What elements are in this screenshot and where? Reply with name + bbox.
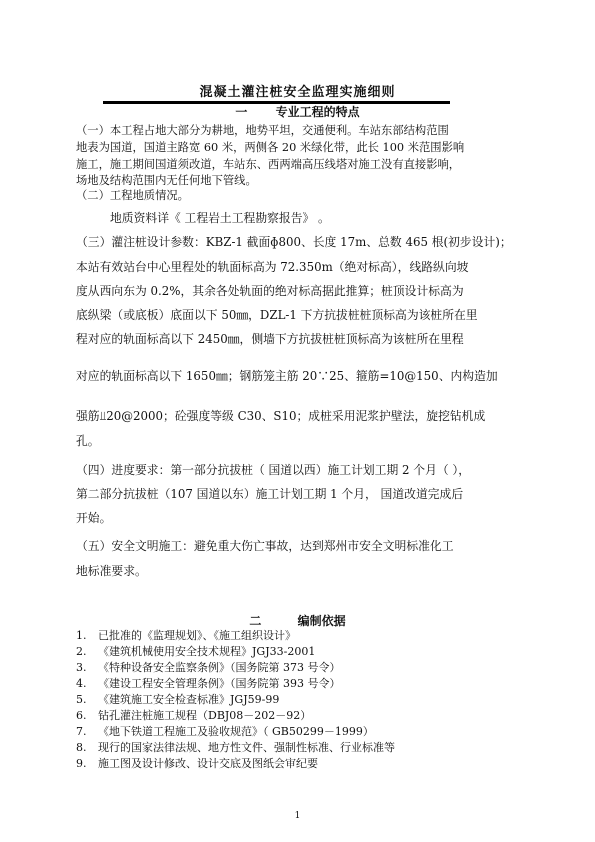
paragraph-line: 地表为国道，国道主路宽 60 米，两侧各 20 米绿化带，此长 100 米范围影响	[76, 141, 465, 154]
reference-text: 施工图及设计修改、设计交底及图纸会审纪要	[98, 757, 318, 770]
reference-text: 《建筑施工安全检查标准》JGJ59-99	[98, 693, 280, 706]
document-title: 混凝土灌注桩安全监理实施细则	[199, 85, 396, 100]
section-heading-basis: 二 编制依据	[249, 614, 346, 628]
paragraph-line: 施工，施工期间国道须改道，车站东、西两端高压线塔对施工没有直接影响，	[76, 158, 461, 171]
paragraph-line: 第二部分抗拔桩（107 国道以东）施工计划工期 1 个月， 国道改道完成后	[76, 487, 464, 501]
reference-item	[76, 692, 279, 707]
paragraph-line: 地标准要求。	[76, 564, 147, 578]
paragraph-line: （一）本工程占地大部分为耕地，地势平坦，交通便利。车站东部结构范围	[76, 124, 449, 137]
reference-number: 6.	[76, 709, 87, 722]
reference-number: 9.	[76, 757, 87, 770]
paragraph-line: 场地及结构范围内无任何地下管线。	[76, 174, 257, 187]
paragraph-line: 开始。	[76, 511, 112, 525]
reference-text: 现行的国家法律法规、地方性文件、强制性标准、行业标准等	[98, 741, 395, 754]
reference-number: 4.	[76, 677, 87, 690]
reference-item	[76, 660, 341, 675]
reference-item	[76, 644, 315, 659]
paragraph-line: 程对应的轨面标高以下 2450㎜，侧墙下方抗拔桩桩顶标高为该桩所在里程	[76, 332, 464, 346]
section-heading-features: 一 专业工程的特点	[235, 105, 360, 119]
paragraph-line: 对应的轨面标高以下 1650㎜；钢筋笼主筋 20∵25、箍筋=10@150、内构造加	[76, 369, 498, 383]
paragraph-line: （三）灌注桩设计参数：KBZ-1 截面ɸ800、长度 17m、总数 465 根(初步设计)；	[76, 235, 512, 249]
reference-number: 1.	[76, 629, 87, 642]
reference-item	[76, 740, 395, 755]
reference-number: 8.	[76, 741, 87, 754]
reference-item	[76, 708, 311, 723]
paragraph-line: （五）安全文明施工：避免重大伤亡事故，达到郑州市安全文明标准化工	[76, 539, 454, 553]
reference-text: 已批准的《监理规划》、《施工组织设计》	[98, 629, 296, 642]
reference-text: 《建设工程安全管理条例》（国务院第 393 号令）	[98, 677, 341, 690]
paragraph-line: 强筋⫫20@2000；砼强度等级 C30、S10；成桩采用泥浆护壁法，旋挖钻机成	[76, 409, 486, 423]
reference-number: 3.	[76, 661, 87, 674]
paragraph-line: 地质资料详《 工程岩土工程勘察报告》 。	[110, 211, 330, 225]
reference-item	[76, 676, 341, 691]
paragraph-line: 底纵梁（或底板）底面以下 50㎜，DZL-1 下方抗拔桩桩顶标高为该桩所在里	[76, 308, 478, 322]
reference-text: 《建筑机械使用安全技术规程》JGJ33-2001	[98, 645, 316, 658]
paragraph-line: （四）进度要求：第一部分抗拔桩（ 国道以西）施工计划工期 2 个月（ ），	[76, 463, 471, 477]
paragraph-line: 孔。	[76, 434, 100, 448]
paragraph-line: 本站有效站台中心里程处的轨面标高为 72.350m（绝对标高），线路纵向坡	[76, 260, 469, 274]
reference-item	[76, 628, 296, 643]
reference-text: 钻孔灌注桩施工规程（DBJ08－202－92）	[98, 709, 312, 722]
reference-number: 2.	[76, 645, 87, 658]
reference-number: 5.	[76, 693, 87, 706]
reference-text: 《特种设备安全监察条例》（国务院第 373 号令）	[98, 661, 341, 674]
paragraph-line: 度从西向东为 0.2%，其余各处轨面的绝对标高据此推算；桩顶设计标高为	[76, 284, 464, 298]
reference-text: 《地下铁道工程施工及验收规范》（ GB50299－1999）	[98, 725, 374, 738]
page-number: 1	[294, 811, 301, 821]
reference-item	[76, 724, 374, 739]
reference-item	[76, 756, 318, 771]
reference-number: 7.	[76, 725, 87, 738]
paragraph-line: （二）工程地质情况。	[76, 189, 189, 202]
